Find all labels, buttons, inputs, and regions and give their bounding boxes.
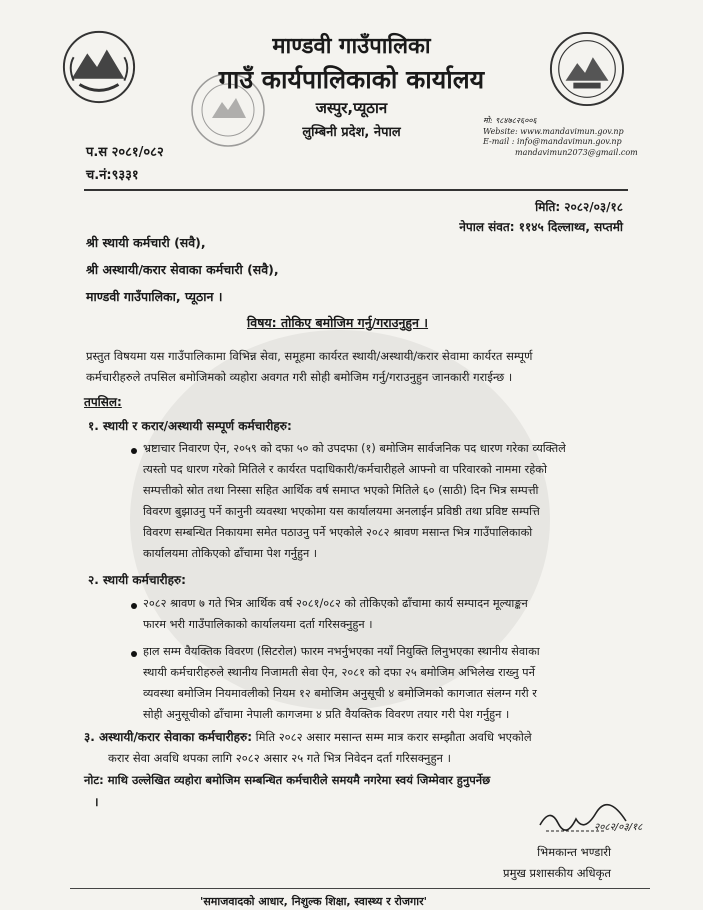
section-3 (84, 727, 644, 769)
intro-paragraph (86, 346, 626, 388)
subject-line: विषय: तोकिए बमोजिम गर्नु/गराउनुहुन । (247, 315, 429, 330)
signatory-designation: प्रमुख प्रशासकीय अधिकृत (503, 866, 611, 880)
addressee-2: श्री अस्थायी/करार सेवाका कर्मचारी (सवै), (86, 262, 279, 277)
text-line: विवरण बुझाउनु पर्ने कानुनी व्यवस्था भएकोमा यस कार्यालयमा अनलाईन प्रविष्ठी तथा प्रविष्ट सम्पत्ति (143, 505, 540, 518)
bullet-marker (131, 603, 137, 609)
letter-date: मिति: २०८२/०३/१८ (535, 200, 623, 214)
signature-date: २०८२/०३/१८ (594, 822, 643, 833)
intro-line-2: कर्मचारीहरुले तपसिल बमोजिमको व्यहोरा अवगत गरी सोही बमोजिम गर्नु/गराउनुहुन जानकारी गराईन्छ । (86, 370, 513, 384)
section-3-title: ३. अस्थायी/करार सेवाका कर्मचारीहरु: (84, 730, 252, 744)
contact-email: E-mail : info@mandavimun.gov.np (483, 137, 622, 146)
note-line-end: । (94, 795, 99, 809)
section-2-bullet-2 (143, 641, 629, 725)
footer-divider (70, 888, 650, 889)
section-3-text: मिति २०८२ असार मसान्त सम्म मात्र करार सम्झौता अवधि भएकोले (252, 730, 532, 744)
contact-phone: मो: ९८४७८२६००६ (483, 116, 537, 125)
text-line: २०८२ श्रावण ७ गते भित्र आर्थिक वर्ष २०८१/०८२ को तोकिएको ढाँचामा कार्य सम्पादन मूल्याङ्कन (143, 597, 528, 610)
note-line: नोट: माथि उल्लेखित व्यहोरा बमोजिम सम्बन्धित कर्मचारीले समयमै नगरेमा स्वयं जिम्मेवार हुनुपर्नेछ (84, 773, 491, 787)
text-line: भ्रष्टाचार निवारण ऐन, २०५९ को दफा ५० को उपदफा (१) बमोजिम सार्वजनिक पद धारण गरेका व्यक्तिले (143, 442, 566, 455)
text-line: स्थायी कर्मचारीहरुले स्थानीय निजामती सेवा ऐन, २०८१ को दफा २५ बमोजिम अभिलेख राख्नु पर्ने (143, 666, 535, 679)
bullet-marker (131, 651, 137, 657)
bullet-marker (131, 448, 137, 454)
text-line: सम्पत्तीको स्रोत तथा निस्सा सहित आर्थिक वर्ष समाप्त भएको मितिले ६० (साठी) दिन भित्र सम्पत्ती (143, 484, 539, 497)
addressee-1: श्री स्थायी कर्मचारी (सवै), (86, 235, 206, 250)
contact-website: Website: www.mandavimun.gov.np (483, 126, 624, 136)
section-1-title: १. स्थायी र करार/अस्थायी सम्पूर्ण कर्मचारीहरु: (88, 419, 292, 433)
footer-slogan: 'समाजवादको आधार, निशुल्क शिक्षा, स्वास्थ्य र रोजगार' (200, 895, 427, 908)
letterhead-province: लुम्बिनी प्रदेश, नेपाल (302, 125, 401, 140)
section-2-title: २. स्थायी कर्मचारीहरु: (88, 573, 186, 587)
text-line: हाल सम्म वैयक्तिक विवरण (सिटरोल) फारम नभर्नुभएका नयाँ नियुक्ति लिनुभएका स्थानीय सेवाका (143, 645, 540, 658)
contact-block (483, 116, 638, 158)
nepal-sambat-date: नेपाल संवत: ११४५ दिल्लाथ्व, सप्तमी (459, 220, 623, 234)
section-1-bullet (143, 438, 629, 564)
text-line: फारम भरी गाउँपालिकाको कार्यालयमा दर्ता गरिसक्नुहुन । (143, 618, 373, 631)
letterhead-office: गाउँ कार्यपालिकाको कार्यालय (218, 65, 485, 94)
intro-line-1: प्रस्तुत विषयमा यस गाउँपालिकामा विभिन्न सेवा, समूहमा कार्यरत स्थायी/अस्थायी/करार सेवामा कार्यरत सम्पूर्ण (86, 349, 533, 363)
text-line: कार्यालयमा तोकिएको ढाँचामा पेश गर्नुहुन । (143, 547, 318, 560)
contact-email-2: mandavimun2073@gmail.com (515, 147, 638, 157)
section-2-bullet-1 (143, 593, 629, 635)
text-line: सोही अनुसूचीको ढाँचामा नेपाली कागजमा ४ प्रति वैयक्तिक विवरण तयार गरी पेश गर्नुहुन । (143, 708, 510, 721)
reference-number: प.स २०८१/०८२ (86, 145, 164, 160)
text-line: व्यवस्था बमोजिम नियमावलीको नियम १२ बमोजिम अनुसूची ४ बमोजिमको कागजात संलग्न गरी र (143, 687, 537, 700)
letterhead-location: जस्पुर,प्यूठान (315, 99, 388, 117)
dispatch-number: च.नं:९३३१ (86, 168, 139, 183)
tapasil-heading: तपसिल: (84, 395, 122, 409)
text-line: त्यस्तो पद धारण गरेको मितिले र कार्यरत पदाधिकारी/कर्मचारीहले आफ्नो वा परिवारको नाममा रहेको (143, 463, 547, 476)
section-3-line-2: करार सेवा अवधि थपका लागि २०८२ असार २५ गते भित्र निवेदन दर्ता गरिसक्नुहुन । (108, 751, 451, 765)
text-line: विवरण सम्बन्धित निकायमा समेत पठाउनु पर्ने भएकोले २०८२ श्रावण मसान्त भित्र गाउँपालिकाको (143, 526, 533, 539)
letterhead-municipality: माण्डवी गाउँपालिका (272, 34, 431, 59)
header-divider (84, 189, 628, 191)
addressee-3: माण्डवी गाउँपालिका, प्यूठान । (86, 289, 223, 304)
signatory-name: भिमकान्त भण्डारी (537, 845, 611, 859)
